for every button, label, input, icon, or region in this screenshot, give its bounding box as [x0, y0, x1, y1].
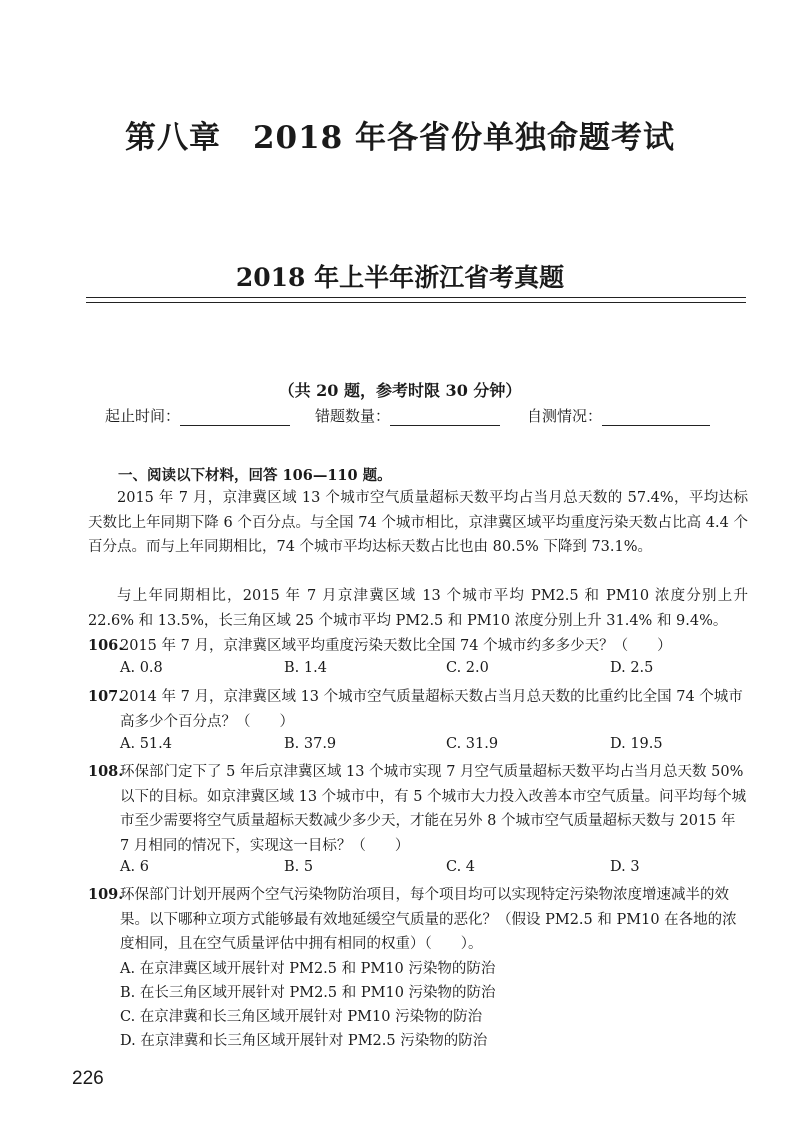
option-c[interactable]: C. 2.0: [446, 660, 489, 676]
option-d[interactable]: D. 在京津冀和长三角区域开展针对 PM2.5 污染物的防治: [120, 1033, 488, 1049]
title-divider-thick: [86, 297, 746, 298]
option-b[interactable]: B. 1.4: [284, 660, 327, 676]
question-text: 2014 年 7 月，京津冀区域 13 个城市空气质量超标天数占当月总天数的比重约比全国 74 个城市高多少个百分点？（ ）: [120, 689, 743, 730]
option-b[interactable]: B. 在长三角区域开展针对 PM2.5 和 PM10 污染物的防治: [120, 985, 496, 1001]
option-d[interactable]: D. 2.5: [610, 660, 654, 676]
exam-title: 2018 年上半年浙江省考真题: [235, 263, 565, 292]
passage-paragraph-1: 2015 年 7 月，京津冀区域 13 个城市空气质量超标天数平均占当月总天数的 57.4%，平均达标天数比上年同期下降 6 个百分点。与全国 74 个城市相比，京津冀区域平均重度污染天数占比高 4.4 个百分点。而与上年同期相比，74 个城市平均达标天数占比也由 80.5% 下降到 73.1%。: [88, 490, 748, 555]
question-number: 108.: [88, 763, 124, 780]
option-a[interactable]: A. 51.4: [120, 736, 172, 752]
option-b[interactable]: B. 5: [284, 859, 314, 875]
question-text: 2015 年 7 月，京津冀区域平均重度污染天数比全国 74 个城市约多多少天？（ ）: [120, 638, 672, 654]
question-count-note: （共 20 题，参考时限 30 分钟）: [278, 381, 522, 400]
option-b[interactable]: B. 37.9: [284, 736, 337, 752]
title-divider-thin: [86, 302, 746, 303]
start-end-time-label: 起止时间：: [105, 407, 181, 425]
self-test-blank[interactable]: [602, 409, 710, 426]
chapter-title: 第八章 2018 年各省份单独命题考试: [124, 120, 676, 156]
question-106-options: [120, 660, 740, 684]
question-107: [88, 685, 748, 734]
question-text: 环保部门计划开展两个空气污染物防治项目，每个项目均可以实现特定污染物浓度增速减半的效果。以下哪种立项方式能够最有效地延缓空气质量的恶化？（假设 PM2.5 和 PM10 在各地的浓度相同，且在空气质量评估中拥有相同的权重）（ ）。: [120, 887, 737, 952]
option-a[interactable]: A. 6: [120, 859, 149, 875]
start-end-time-field[interactable]: [105, 405, 290, 426]
option-c[interactable]: C. 4: [446, 859, 476, 875]
self-test-label: 自测情况：: [527, 407, 603, 425]
section-heading: 一、阅读以下材料，回答 106—110 题。: [118, 467, 392, 484]
error-count-blank[interactable]: [390, 409, 500, 426]
start-end-time-blank[interactable]: [180, 409, 290, 426]
option-d[interactable]: D. 3: [610, 859, 640, 875]
option-d[interactable]: D. 19.5: [610, 736, 663, 752]
question-107-options: [120, 736, 740, 760]
option-c[interactable]: C. 在京津冀和长三角区域开展针对 PM10 污染物的防治: [120, 1009, 483, 1025]
error-count-field[interactable]: [315, 405, 500, 426]
question-109: [88, 883, 748, 957]
question-number: 109.: [88, 886, 124, 903]
question-108-options: [120, 859, 740, 883]
question-text: 环保部门定下了 5 年后京津冀区域 13 个城市实现 7 月空气质量超标天数平均占当月总天数 50% 以下的目标。如京津冀区域 13 个城市中，有 5 个城市大力投入改善本市空气质量。问平均每个城市至少需要将空气质量超标天数减少多少天，才能在另外 8 个城市空气质量超标天数与 2015 年 7 月相同的情况下，实现这一目标？（ ）: [120, 764, 747, 854]
question-108: [88, 760, 748, 858]
page-number: 226: [72, 1068, 104, 1089]
self-test-field[interactable]: [527, 405, 710, 426]
question-106: [88, 634, 748, 659]
option-a[interactable]: A. 0.8: [120, 660, 163, 676]
passage-paragraph-2: 与上年同期相比，2015 年 7 月京津冀区域 13 个城市平均 PM2.5 和 PM10 浓度分别上升 22.6% 和 13.5%，长三角区域 25 个城市平均 PM2.5 和 PM10 浓度分别上升 31.4% 和 9.4%。: [88, 588, 748, 629]
error-count-label: 错题数量：: [315, 407, 391, 425]
question-number: 107.: [88, 688, 124, 705]
option-a[interactable]: A. 在京津冀区域开展针对 PM2.5 和 PM10 污染物的防治: [120, 961, 496, 977]
option-c[interactable]: C. 31.9: [446, 736, 499, 752]
question-number: 106.: [88, 637, 124, 654]
